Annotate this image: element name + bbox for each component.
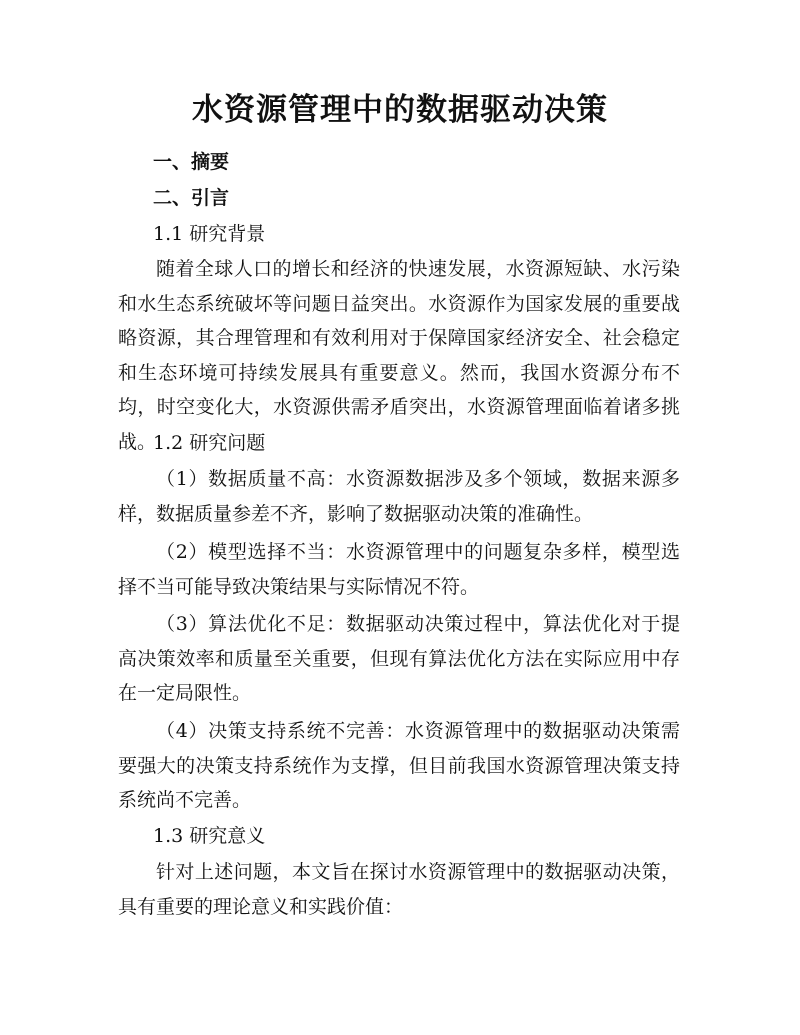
- document-title: 水资源管理中的数据驱动决策: [192, 92, 608, 128]
- subsection-heading-background: 1.1 研究背景: [153, 223, 266, 245]
- research-question-item-2: （2）模型选择不当：水资源管理中的问题复杂多样，模型选择不当可能导致决策结果与实际情况不符。: [118, 541, 680, 598]
- background-paragraph: 随着全球人口的增长和经济的快速发展，水资源短缺、水污染和水生态系统破坏等问题日益突出。水资源作为国家发展的重要战略资源，其合理管理和有效利用对于保障国家经济安全、社会稳定和生态环境可持续发展具有重要意义。然而，我国水资源分布不均，时空变化大，水资源供需矛盾突出，水资源管理面临着诸多挑战。: [118, 258, 680, 453]
- research-question-item-4: （4）决策支持系统不完善：水资源管理中的数据驱动决策需要强大的决策支持系统作为支撑，但目前我国水资源管理决策支持系统尚不完善。: [118, 720, 680, 811]
- significance-paragraph: 针对上述问题，本文旨在探讨水资源管理中的数据驱动决策，具有重要的理论意义和实践价值：: [118, 861, 680, 918]
- section-heading-introduction: 二、引言: [153, 187, 230, 209]
- subsection-heading-significance: 1.3 研究意义: [153, 825, 266, 847]
- section-heading-abstract: 一、摘要: [153, 151, 230, 173]
- research-question-item-1: （1）数据质量不高：水资源数据涉及多个领域，数据来源多样，数据质量参差不齐，影响了数据驱动决策的准确性。: [118, 468, 680, 525]
- research-question-item-3: （3）算法优化不足：数据驱动决策过程中，算法优化对于提高决策效率和质量至关重要，但现有算法优化方法在实际应用中存在一定局限性。: [118, 613, 680, 704]
- subsection-heading-research-questions: 1.2 研究问题: [153, 432, 266, 454]
